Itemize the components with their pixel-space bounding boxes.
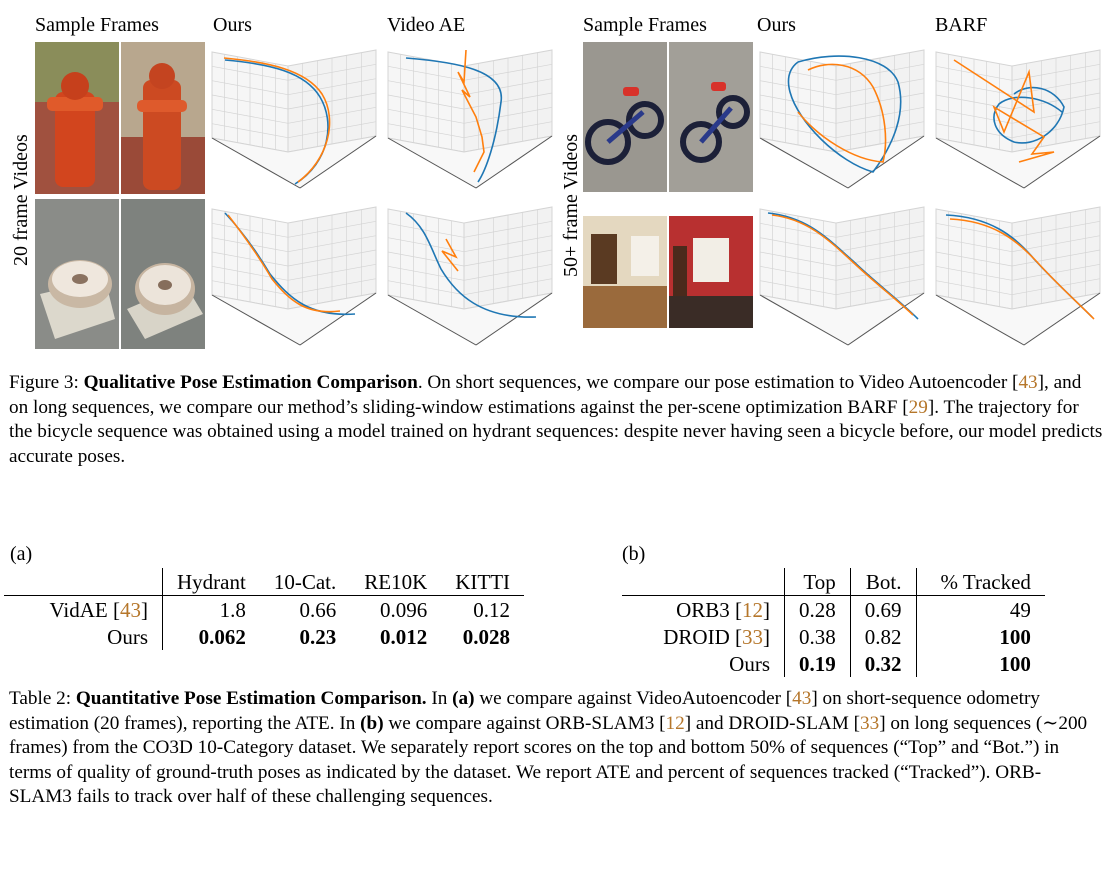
table-cell: 0.38: [785, 623, 851, 650]
table-a-method: Ours: [4, 623, 163, 650]
trajectory-plot-room-ours: [758, 199, 928, 349]
table-cell: 0.028: [462, 625, 511, 649]
table-cell: 0.12: [441, 596, 524, 624]
header-sample-frames-right: Sample Frames: [583, 14, 707, 36]
trajectory-plot-donut-ours: [210, 199, 380, 349]
row-label-50-frame: 50+ frame Videos: [560, 133, 582, 277]
table-cell: 0.012: [379, 625, 428, 649]
table-b-col-header: % Tracked: [940, 570, 1031, 594]
trajectory-plot-donut-video-ae: [386, 199, 556, 349]
figure-caption-text: . On short sequences, we compare our pose estimation to Video Autoencoder [: [417, 372, 1019, 393]
table-caption-text: In: [426, 688, 453, 709]
method-name: DROID [: [663, 625, 742, 649]
method-bracket: ]: [763, 598, 770, 622]
citation-link[interactable]: 33: [742, 625, 763, 649]
table-row: [622, 623, 1045, 650]
row-label-20-frame: 20 frame Videos: [10, 134, 32, 266]
donut-sample-frames: [35, 199, 205, 349]
table-row: [4, 596, 524, 624]
table-a-label: (a): [10, 543, 33, 565]
table-cell: 1.8: [163, 596, 260, 624]
method-name: VidAE [: [49, 598, 120, 622]
table-cell: 0.32: [850, 650, 916, 677]
figure-caption-title: Qualitative Pose Estimation Comparison: [83, 372, 418, 393]
table-row: [4, 623, 524, 650]
figure-caption: [9, 371, 1104, 469]
table-caption-text: we compare against VideoAutoencoder [: [474, 688, 793, 709]
table-cell: 0.66: [260, 596, 350, 624]
table-b-method: [622, 596, 785, 624]
citation-link[interactable]: 43: [792, 688, 812, 709]
table-cell: 49: [916, 596, 1045, 624]
trajectory-plot-bicycle-barf: [934, 42, 1104, 194]
citation-link[interactable]: 43: [120, 598, 141, 622]
bicycle-sample-frames: [583, 42, 753, 192]
table-cell: 0.82: [850, 623, 916, 650]
trajectory-plot-room-barf: [934, 199, 1104, 349]
table-cell: 0.23: [299, 625, 337, 649]
citation-link[interactable]: 43: [1018, 372, 1038, 393]
trajectory-plot-bicycle-ours: [758, 42, 928, 194]
table-a: [4, 568, 524, 650]
table-caption-text: ] on short-sequence odometry estimation (20 frames), reporting the ATE. In: [9, 688, 1040, 734]
citation-link[interactable]: 12: [742, 598, 763, 622]
table-a-header-row: [4, 568, 524, 596]
header-barf: BARF: [935, 14, 988, 36]
table-cell: 0.096: [350, 596, 441, 624]
table-caption: [9, 687, 1104, 810]
figure-caption-text: ], and on long sequences, we compare our method’s sliding-window estimations against the per-scene optimization BARF [: [9, 372, 1082, 418]
citation-link[interactable]: 33: [860, 712, 880, 734]
figure-caption-prefix: Figure 3:: [9, 372, 84, 393]
table-cell: 100: [999, 652, 1031, 676]
table-a-corner: [4, 568, 163, 596]
method-bracket: ]: [141, 598, 148, 622]
table-cell: 0.19: [785, 650, 851, 677]
trajectory-plot-hydrant-video-ae: [386, 42, 556, 194]
table-caption-text: we compare against ORB-SLAM3 [: [383, 712, 666, 734]
table-caption-title: Quantitative Pose Estimation Comparison.: [75, 688, 427, 709]
trajectory-plot-hydrant-ours: [210, 42, 380, 194]
table-caption-prefix: Table 2:: [9, 688, 76, 709]
table-a-method: [4, 596, 163, 624]
room-sample-frames: [583, 216, 753, 328]
table-b-corner: [622, 568, 785, 596]
table-b-header-row: [622, 568, 1045, 596]
table-cell: 0.062: [198, 625, 246, 649]
table-cell: 0.69: [850, 596, 916, 624]
table-row: [622, 650, 1045, 677]
table-a-col-header: Hydrant: [177, 570, 246, 594]
table-b-label: (b): [622, 543, 646, 565]
method-bracket: ]: [763, 625, 770, 649]
table-a-col-header: 10-Cat.: [273, 570, 337, 594]
table-b-method: [622, 623, 785, 650]
table-caption-text: ] and DROID-SLAM [: [684, 712, 861, 734]
table-caption-text: ] on long sequences (∼200 frames) from the CO3D 10-Category dataset. We separately report scores on the top and bottom 50% of sequences (“Top” and “Bot.”) in terms of quality of ground-truth poses as indicated by the dataset. We report ATE and percent of sequences tracked (“Tracked”). ORB-SLAM3 fails to track over half of these challenging sequences.: [9, 712, 1088, 807]
table-caption-a: (a): [452, 688, 475, 709]
table-row: [622, 596, 1045, 624]
table-b-col-header: Top: [785, 568, 851, 596]
table-b-col-header: Bot.: [850, 568, 916, 596]
table-b: [622, 568, 1045, 677]
table-cell: 0.28: [785, 596, 851, 624]
citation-link[interactable]: 12: [665, 712, 685, 734]
table-cell: 100: [999, 625, 1031, 649]
figure-caption-text: ]. The trajectory for the bicycle sequence was obtained using a model trained on hydrant sequences: despite never having seen a bicycle before, our model predicts accurate poses.: [9, 396, 1103, 467]
table-a-col-header: KITTI: [455, 570, 511, 594]
header-ours-right: Ours: [757, 14, 796, 36]
method-name: ORB3 [: [676, 598, 742, 622]
table-b-method: Ours: [622, 650, 785, 677]
header-video-ae: Video AE: [387, 14, 466, 36]
header-ours-left: Ours: [213, 14, 252, 36]
header-sample-frames-left: Sample Frames: [35, 14, 159, 36]
table-a-col-header: RE10K: [364, 570, 428, 594]
table-caption-b: (b): [360, 712, 384, 734]
citation-link[interactable]: 29: [908, 396, 928, 418]
hydrant-sample-frames: [35, 42, 205, 194]
